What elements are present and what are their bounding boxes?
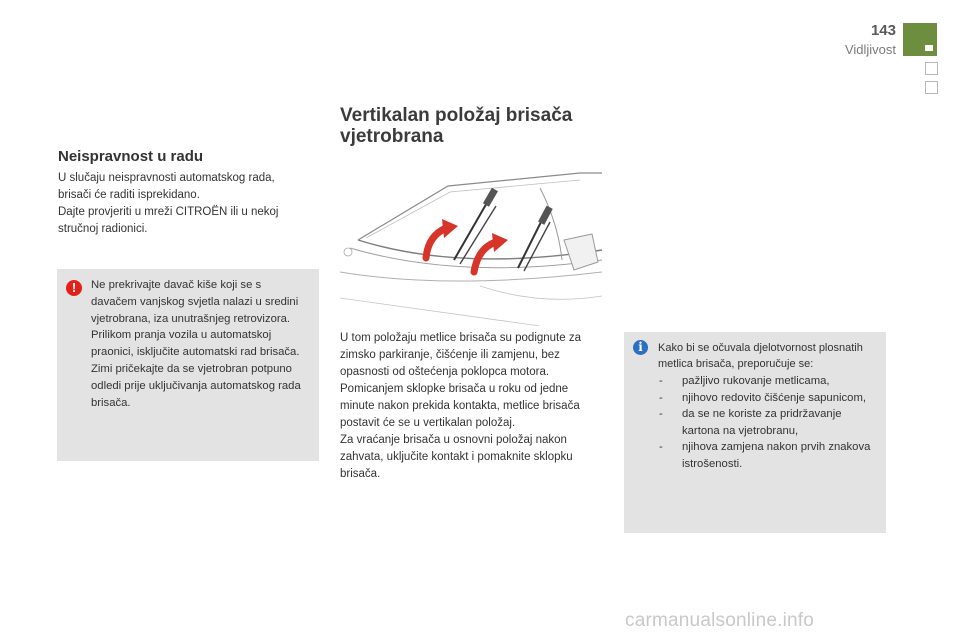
list-item: - pažljivo rukovanje metlicama,: [657, 373, 879, 390]
info-list: [657, 373, 879, 472]
section-heading-vertical-position: Vertikalan položaj brisača vjetrobrana: [340, 105, 573, 147]
section-heading-malfunction: Neispravnost u radu: [58, 148, 204, 165]
info-icon: i: [633, 340, 648, 355]
list-item: - njihovo redovito čišćenje sapunicom,: [657, 390, 879, 407]
info-intro: Kako bi se očuvala djelotvornost plosnatih metlica brisača, preporučuje se:: [658, 342, 863, 370]
section-title: Vidljivost: [844, 42, 896, 57]
warning-text: Ne prekrivajte davač kiše koji se s davačem vanjskog svjetla nalazi u sredini vjetrobrana, iza unutrašnjeg retrovizora. Prilikom pranja vozila u automatskoj praonici, isključite automatski rad brisača. Zimi pričekajte da se vjetrobran potpuno odledi prije uključivanja automatskog rada brisača.: [91, 279, 301, 409]
tab-marker-icon: [925, 45, 933, 51]
vertical-position-text: U tom položaju metlice brisača su podignute za zimsko parkiranje, čišćenje ili zamjenu, bez opasnosti od oštećenja poklopca motora. Pomicanjem sklopke brisača u roku od jedne minute nakon prekida kontakta, metlice brisača postavit će se u vertikalan položaj. Za vraćanje brisača u osnovni položaj nakon zahvata, uključite kontakt i pomaknite sklopku brisača.: [340, 332, 581, 480]
list-item: - da se ne koriste za pridržavanje kartona na vjetrobranu,: [657, 406, 879, 439]
malfunction-text: U slučaju neispravnosti automatskog rada, brisači će raditi isprekidano. Dajte provjeriti u mreži CITROËN ili u nekoj stručnoj radionici.: [58, 172, 279, 235]
windscreen-wiper-illustration: [340, 168, 602, 326]
page-number: 143: [870, 22, 896, 39]
warning-icon: !: [66, 280, 82, 296]
chapter-tab[interactable]: [925, 62, 938, 75]
list-item: - njihova zamjena nakon prvih znakova istrošenosti.: [657, 439, 879, 472]
chapter-tab-active[interactable]: [903, 23, 937, 56]
watermark: carmanualsonline.info: [625, 610, 815, 631]
chapter-tab[interactable]: [925, 81, 938, 94]
